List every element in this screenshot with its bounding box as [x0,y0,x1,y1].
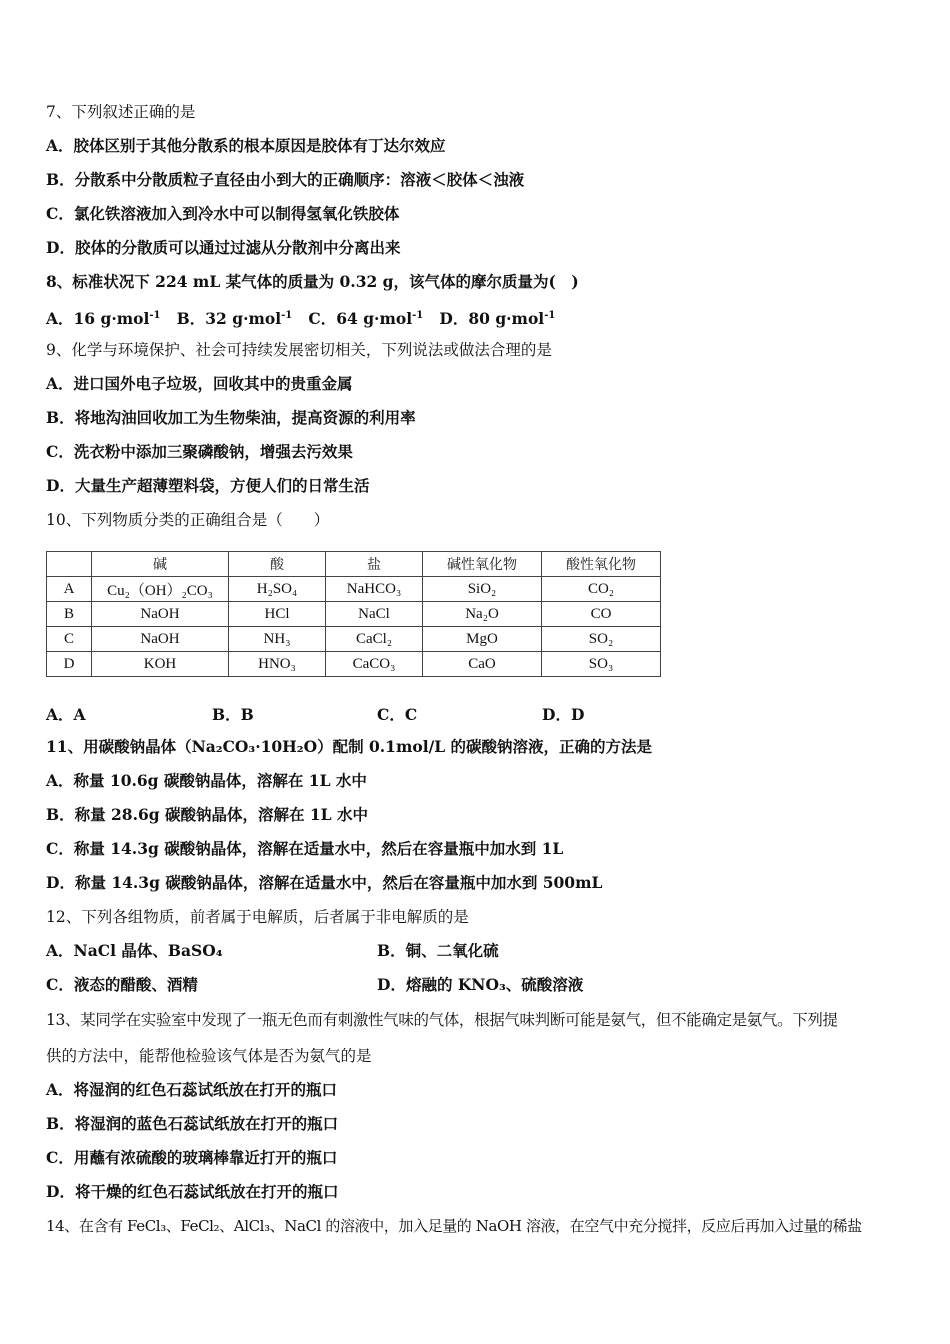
q10-option-c: C．C [377,705,418,724]
table-header-cell: 酸 [229,552,326,577]
table-header-cell: 碱 [92,552,229,577]
table-cell: MgO [423,627,542,652]
q14-stem: 14、在含有 FeCl₃、FeCl₂、AlCl₃、NaCl 的溶液中，加入足量的 NaOH 溶液，在空气中充分搅拌，反应后再加入过量的稀盐 [46,1217,862,1235]
q8-option-c-exp: -1 [412,310,424,321]
q11-option-b: B．称量 28.6g 碳酸钠晶体，溶解在 1L 水中 [46,805,368,824]
q9-option-b: B．将地沟油回收加工为生物柴油，提高资源的利用率 [46,408,416,427]
table-header-row [47,552,661,577]
q12-stem: 12、下列各组物质，前者属于电解质，后者属于非电解质的是 [46,908,469,926]
table-cell: CaO [423,652,542,677]
q8-option-b: B．32 g·mol [176,309,282,329]
q10-option-d: D．D [542,705,585,724]
q8-option-d: D．80 g·mol [439,309,545,329]
q7-stem: 7、下列叙述正确的是 [46,103,196,121]
table-cell: NaOH [92,602,229,627]
q12-option-c: C．液态的醋酸、酒精 [46,975,198,994]
table-cell: CO₂ [542,577,661,602]
q8-option-b-exp: -1 [281,310,293,321]
table-header-cell: 碱性氧化物 [423,552,542,577]
q11-stem: 11、用碳酸钠晶体（Na₂CO₃·10H₂O）配制 0.1mol/L 的碳酸钠溶液，正确的方法是 [46,737,653,756]
q11-option-a: A．称量 10.6g 碳酸钠晶体，溶解在 1L 水中 [46,771,367,790]
q13-option-a: A．将湿润的红色石蕊试纸放在打开的瓶口 [46,1080,338,1099]
q11-option-c: C．称量 14.3g 碳酸钠晶体，溶解在适量水中，然后在容量瓶中加水到 1L [46,839,564,858]
q12-option-a: A．NaCl 晶体、BaSO₄ [46,941,223,960]
table-cell: C [47,627,92,652]
table-cell: SO₃ [542,652,661,677]
table-cell: Na₂O [423,602,542,627]
table-cell: NaHCO₃ [326,577,423,602]
table-cell: Cu₂（OH）₂CO₃ [92,577,229,602]
table-cell: HNO₃ [229,652,326,677]
q8-option-c: C．64 g·mol [308,309,413,329]
table-cell: KOH [92,652,229,677]
q13-option-d: D．将干燥的红色石蕊试纸放在打开的瓶口 [46,1182,339,1201]
table-cell: D [47,652,92,677]
table-header-cell [47,552,92,577]
table-header-cell: 盐 [326,552,423,577]
q9-option-c: C．洗衣粉中添加三聚磷酸钠，增强去污效果 [46,442,353,461]
q9-stem: 9、化学与环境保护、社会可持续发展密切相关，下列说法或做法合理的是 [46,341,552,359]
q13-stem-line2: 供的方法中，能帮他检验该气体是否为氨气的是 [46,1047,372,1065]
q9-option-a: A．进口国外电子垃圾，回收其中的贵重金属 [46,374,353,393]
table-cell: A [47,577,92,602]
q8-options [46,306,555,329]
table-cell: NH₃ [229,627,326,652]
q10-option-a: A．A [46,705,86,724]
q8-stem: 8、标准状况下 224 mL 某气体的质量为 0.32 g，该气体的摩尔质量为( ) [46,272,579,291]
table-cell: B [47,602,92,627]
table-cell: CaCl₂ [326,627,423,652]
table-row [47,652,661,677]
q7-option-d: D．胶体的分散质可以通过过滤从分散剂中分离出来 [46,238,401,257]
q8-option-a: A．16 g·mol [46,309,150,329]
q8-option-a-exp: -1 [149,310,161,321]
q8-option-d-exp: -1 [544,310,556,321]
table-cell: HCl [229,602,326,627]
q12-option-d: D．熔融的 KNO₃、硫酸溶液 [377,975,584,994]
q10-option-b: B．B [212,705,254,724]
table-cell: H₂SO₄ [229,577,326,602]
table-cell: CaCO₃ [326,652,423,677]
table-row [47,602,661,627]
q11-option-d: D．称量 14.3g 碳酸钠晶体，溶解在适量水中，然后在容量瓶中加水到 500mL [46,873,603,892]
table-cell: SiO₂ [423,577,542,602]
q13-option-c: C．用蘸有浓硫酸的玻璃棒靠近打开的瓶口 [46,1148,338,1167]
table-header-cell: 酸性氧化物 [542,552,661,577]
q13-option-b: B．将湿润的蓝色石蕊试纸放在打开的瓶口 [46,1114,339,1133]
table-cell: SO₂ [542,627,661,652]
table-row [47,627,661,652]
q7-option-c: C．氯化铁溶液加入到冷水中可以制得氢氧化铁胶体 [46,204,400,223]
q7-option-a: A．胶体区别于其他分散系的根本原因是胶体有丁达尔效应 [46,136,446,155]
table-cell: NaOH [92,627,229,652]
table-row [47,577,661,602]
q7-option-b: B．分散系中分散质粒子直径由小到大的正确顺序：溶液＜胶体＜浊液 [46,170,525,189]
classification-table [46,551,661,677]
q12-option-b: B．铜、二氧化硫 [377,941,499,960]
q10-stem: 10、下列物质分类的正确组合是（ ） [46,511,330,529]
table-cell: NaCl [326,602,423,627]
q13-stem-line1: 13、某同学在实验室中发现了一瓶无色而有刺激性气味的气体，根据气味判断可能是氨气，但不能确定是氨气。下列提 [46,1011,838,1029]
q9-option-d: D．大量生产超薄塑料袋，方便人们的日常生活 [46,476,370,495]
table-cell: CO [542,602,661,627]
